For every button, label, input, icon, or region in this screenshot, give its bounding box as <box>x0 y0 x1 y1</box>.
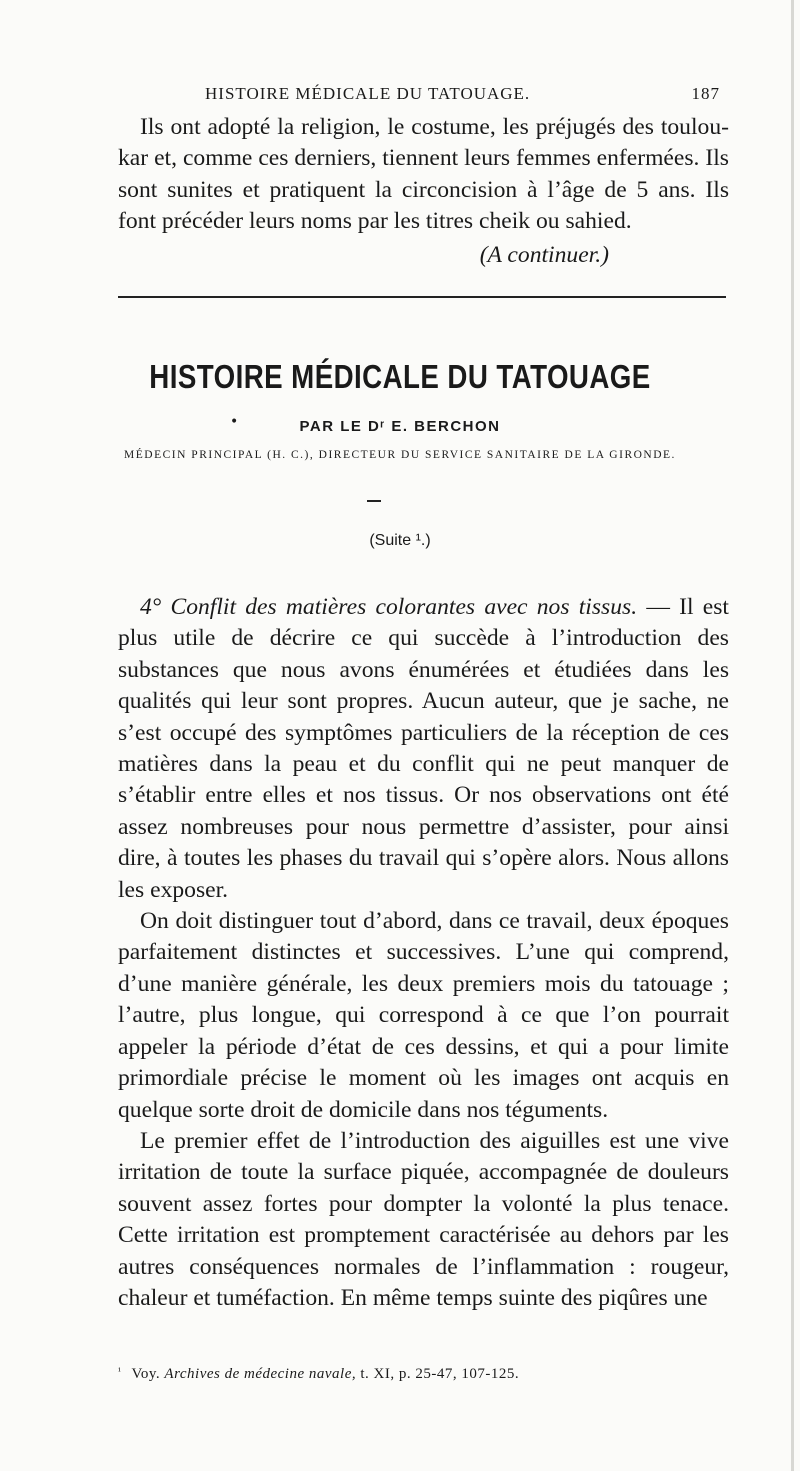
footnote-journal: Archives de médecine navale, <box>164 1366 357 1382</box>
body-paragraph-2: On doit distinguer tout d’abord, dans ce travail, deux époques parfaitement distinctes et successives. L’une qui comprend, d’une manière générale, les deux premiers mois du tatouage ; l’autre, plus longue, qui correspond à ce que l’on pourrait appeler la période d’état de ces dessins, et qui a pour limite primordiale précise le moment où les images ont acquis en quelque sorte droit de domicile dans nos téguments. <box>118 908 729 1123</box>
footnote <box>118 1366 519 1383</box>
continuation-note: (A continuer.) <box>479 241 609 268</box>
body-paragraph-1 <box>118 592 729 906</box>
running-head-title: HISTOIRE MÉDICALE DU TATOUAGE. <box>205 84 531 103</box>
stray-dot: • <box>230 414 239 430</box>
body-paragraph-3: Le premier effet de l’introduction des aiguilles est une vive irritation de toute la surface piquée, accompagnée de douleurs souvent assez fortes pour dompter la volonté la plus tenace. Cette irritation est promptement caractérisée au dehors par les autres conséquences normales de l’inflammation : rougeur, chaleur et tuméfaction. En même temps suinte des piqûres une <box>118 1127 729 1311</box>
previous-article-paragraph: Ils ont adopté la religion, le costume, les préjugés des toulou-kar et, comme ces derniers, tiennent leurs femmes enfermées. Ils sont sunites et pratiquent la circoncision à l’âge de 5 ans. Ils font précéder leurs noms par les titres cheik ou sahied. <box>118 114 729 235</box>
footnote-prefix: Voy. <box>131 1366 161 1382</box>
page-number: 187 <box>691 84 720 103</box>
author-byline: PAR LE Dʳ E. BERCHON <box>299 418 501 435</box>
section-divider <box>118 296 726 298</box>
footnote-mark: ¹ <box>118 1366 122 1377</box>
short-dash-rule <box>367 500 381 502</box>
previous-article-ending <box>118 112 729 271</box>
running-head <box>120 84 720 104</box>
footnote-reference: t. XI, p. 25-47, 107-125. <box>360 1366 520 1382</box>
section-heading: 4° Conflit des matières colorantes avec nos tissus. <box>140 594 638 620</box>
article-title: HISTOIRE MÉDICALE DU TATOUAGE <box>149 358 651 395</box>
author-affiliation: MÉDECIN PRINCIPAL (H. C.), DIRECTEUR DU SERVICE SANITAIRE DE LA GIRONDE. <box>124 449 676 461</box>
suite-note: (Suite ¹.) <box>369 532 431 549</box>
body-paragraph-1-text: — Il est plus utile de décrire ce qui succède à l’introduction des substances que nous avons énumérées et étudiées dans les qualités qui leur sont propres. Aucun auteur, que je sache, ne s’est occupé des symptômes particuliers de la réception de ces matières dans la peau et du conflit qui ne peut manquer de s’établir entre elles et nos tissus. Or nos observations ont été assez nombreuses pour nous permettre d’assister, pour ainsi dire, à toutes les phases du travail qui s’opère alors. Nous allons les exposer. <box>118 594 729 903</box>
article-body <box>118 592 729 1314</box>
page-edge-shadow <box>791 0 794 1471</box>
